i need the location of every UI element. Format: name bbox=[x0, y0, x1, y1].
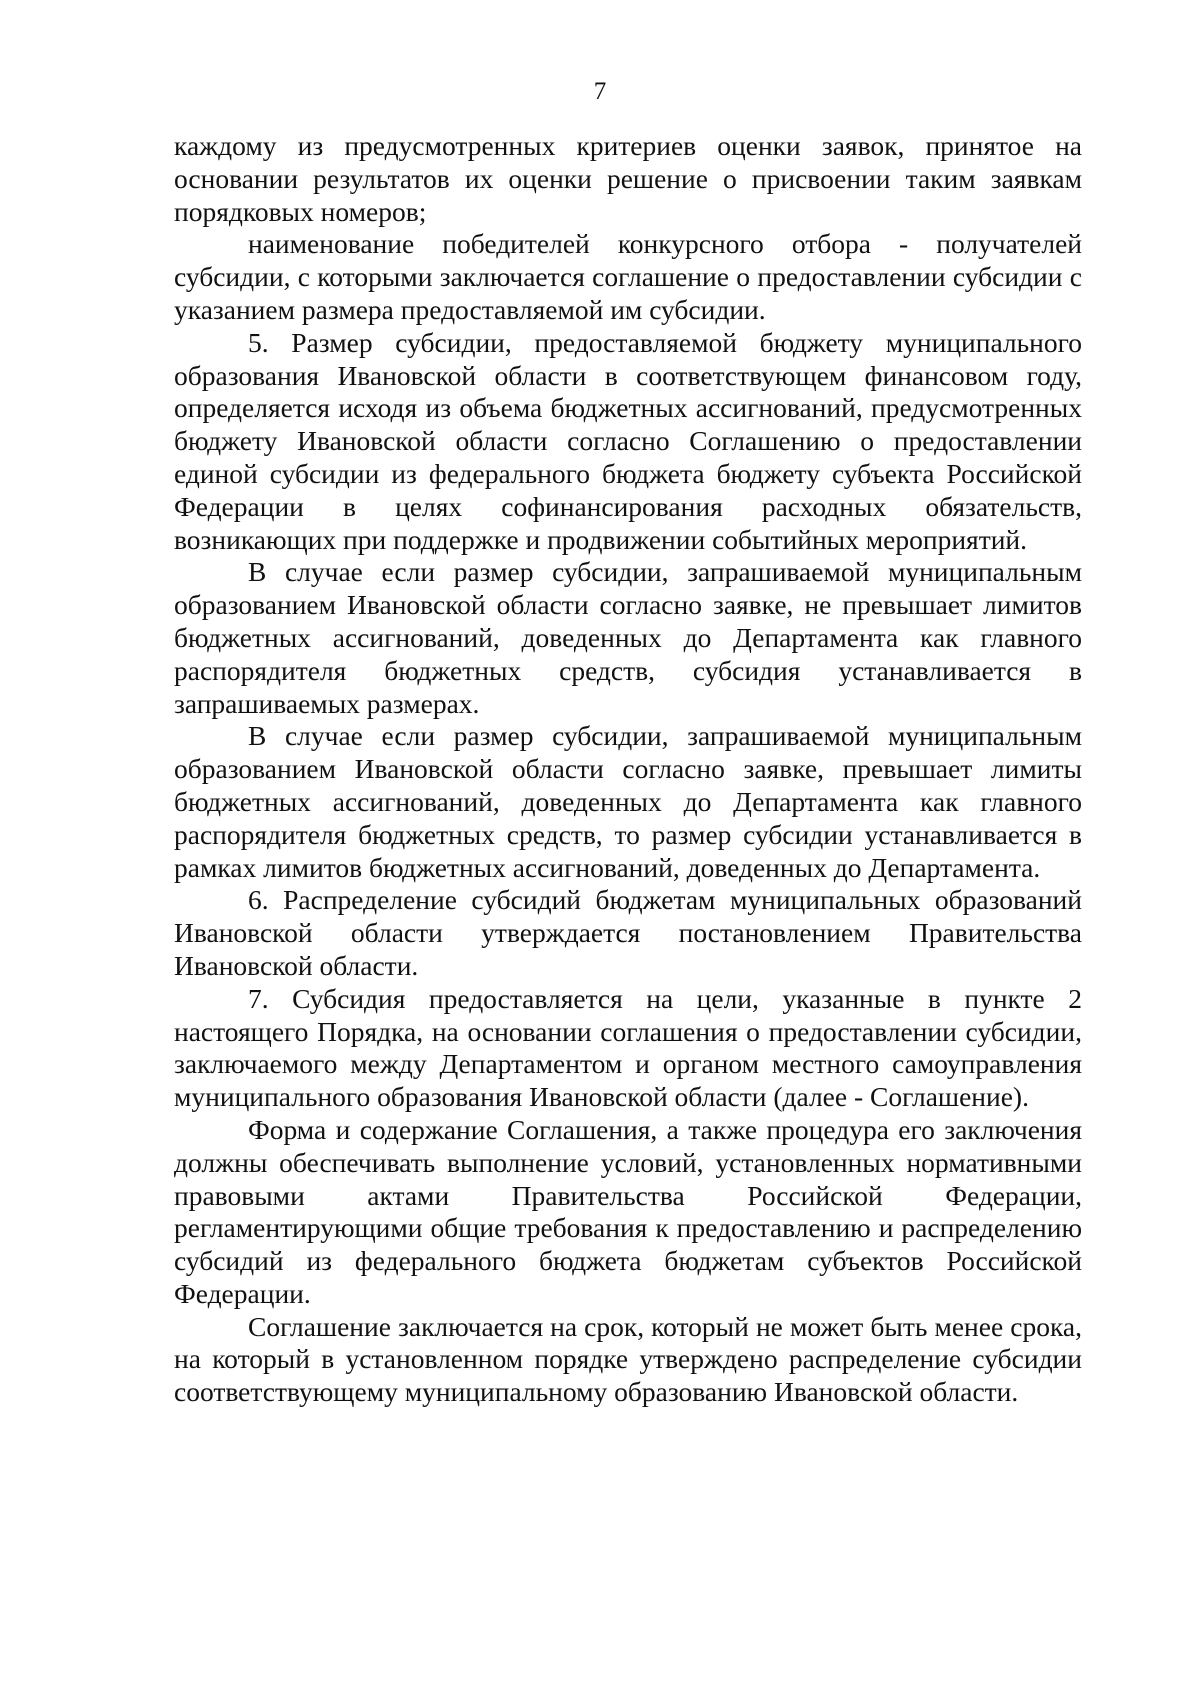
paragraph-agreement-term: Соглашение заключается на срок, который не может быть менее срока, на который в установленном порядке утверждено распределение субсидии соответствующему муниципальному образованию Ивановской области. bbox=[174, 1310, 1082, 1408]
page-number: 7 bbox=[593, 78, 607, 105]
paragraph-item-6-distribution: 6. Распределение субсидий бюджетам муниципальных образований Ивановской области утверждается постановлением Правительства Ивановской области. bbox=[174, 884, 1082, 981]
paragraph-criteria-continuation: каждому из предусмотренных критериев оценки заявок, принятое на основании результатов их оценки решение о присвоении таким заявкам порядковых номеров; bbox=[174, 130, 1082, 227]
paragraph-item-5-subsidy-size: 5. Размер субсидии, предоставляемой бюджету муниципального образования Ивановской области в соответствующем финансовом году, определяется исходя из объема бюджетных ассигнований, предусмотренных бюджету Ивановской области согласно Соглашению о предоставлении единой субсидии из федерального бюджета бюджету субъекта Российской Федерации в целях софинансирования расходных обязательств, возникающих при поддержке и продвижении событийных мероприятий. bbox=[174, 326, 1082, 555]
paragraph-subsidy-exceeding-limits: В случае если размер субсидии, запрашиваемой муниципальным образованием Ивановской области согласно заявке, превышает лимиты бюджетных ассигнований, доведенных до Департамента как главного распорядителя бюджетных средств, то размер субсидии устанавливается в рамках лимитов бюджетных ассигнований, доведенных до Департамента. bbox=[174, 720, 1082, 883]
document-body bbox=[174, 130, 1082, 1409]
paragraph-agreement-form: Форма и содержание Соглашения, а также процедура его заключения должны обеспечивать выполнение условий, установленных нормативными правовыми актами Правительства Российской Федерации, регламентирующими общие требования к предоставлению и распределению субсидий из федерального бюджета бюджетам субъектов Российской Федерации. bbox=[174, 1113, 1082, 1309]
paragraph-winners-names: наименование победителей конкурсного отбора - получателей субсидии, с которыми заключается соглашение о предоставлении субсидии с указанием размера предоставляемой им субсидии. bbox=[174, 228, 1082, 325]
paragraph-item-7-agreement: 7. Субсидия предоставляется на цели, указанные в пункте 2 настоящего Порядка, на основании соглашения о предоставлении субсидии, заключаемого между Департаментом и органом местного самоуправления муниципального образования Ивановской области (далее - Соглашение). bbox=[174, 982, 1082, 1113]
paragraph-subsidy-not-exceeding-limits: В случае если размер субсидии, запрашиваемой муниципальным образованием Ивановской области согласно заявке, не превышает лимитов бюджетных ассигнований, доведенных до Департамента как главного распорядителя бюджетных средств, субсидия устанавливается в запрашиваемых размерах. bbox=[174, 556, 1082, 719]
